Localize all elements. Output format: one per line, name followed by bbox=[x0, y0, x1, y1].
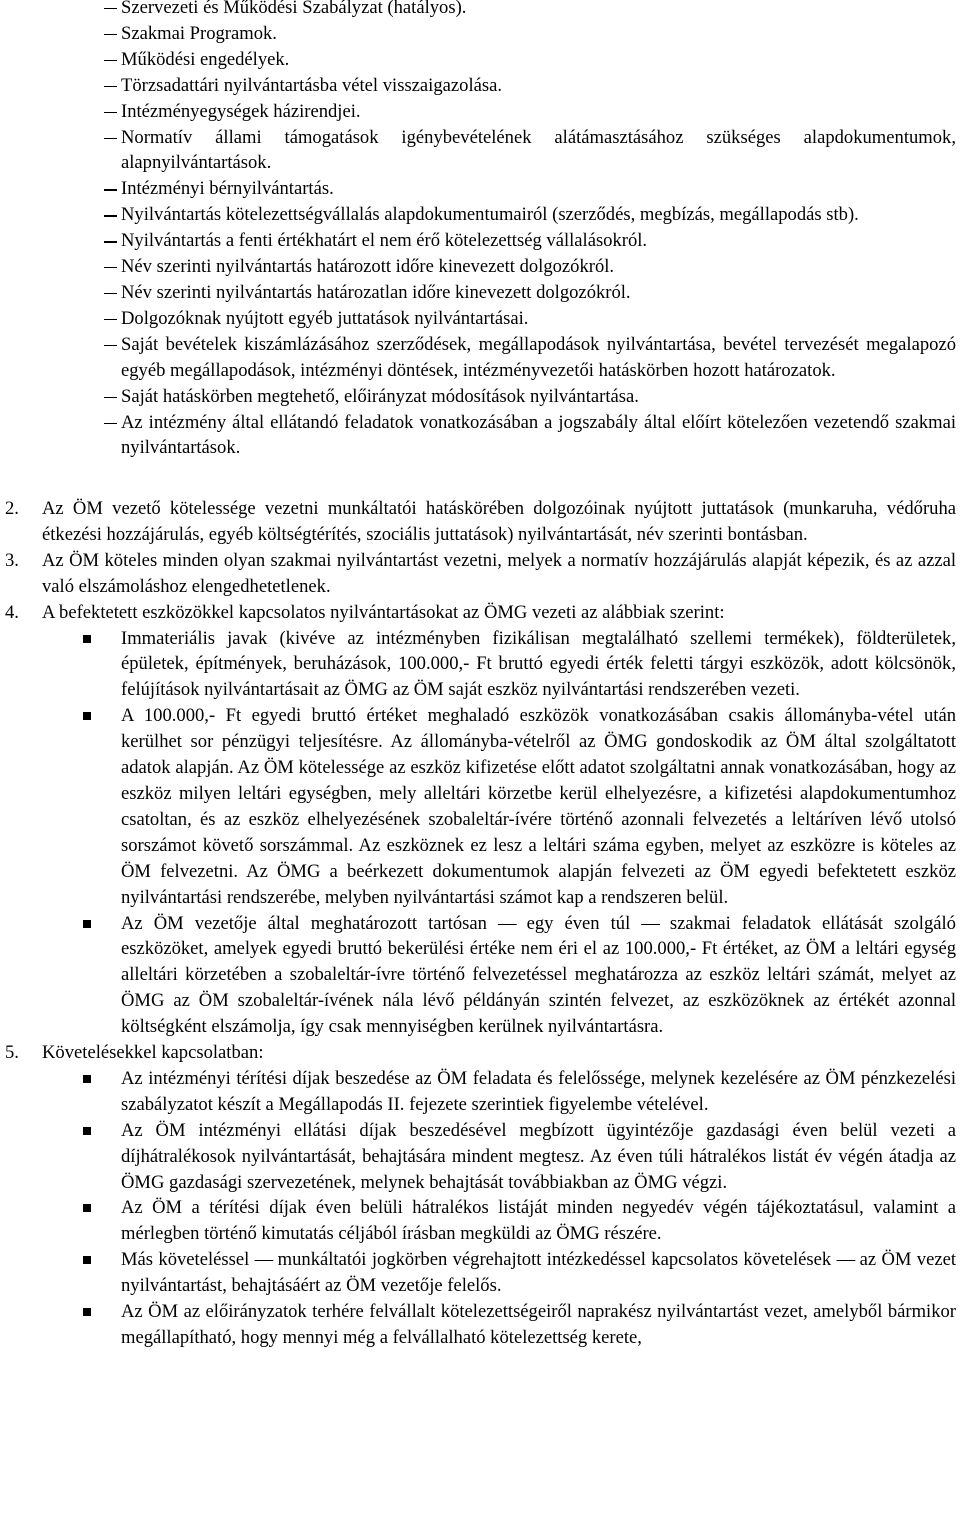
dash-item-text: Intézményegységek házirendjei. bbox=[121, 100, 361, 122]
dash-item bbox=[0, 125, 956, 177]
bullet-text-part: munkáltatói jogkörben végrehajtott intézkedéssel kapcsolatos követelések bbox=[277, 1249, 832, 1271]
item-number: 4. bbox=[5, 601, 19, 623]
square-bullet-icon bbox=[83, 920, 91, 928]
square-bullet-icon bbox=[83, 712, 91, 720]
item-text: Követelésekkel kapcsolatban: bbox=[42, 1042, 264, 1064]
dash-item-text: Dolgozóknak nyújtott egyéb juttatások nyilvántartásai. bbox=[121, 307, 529, 329]
bullet-text: Az ÖM intézményi ellátási díjak beszedésével megbízott ügyintézője gazdasági éven belül vezeti a díjhátralékosok nyilvántartását, behajtására mindent megtesz. Az éven túli hátralékos listát év végén átadja az ÖMG gazdasági szervezetének, melynek behajtását továbbiakban az ÖMG végzi. bbox=[121, 1119, 956, 1193]
item-number: 3. bbox=[5, 549, 19, 571]
dash-item-text: Név szerinti nyilvántartás határozatlan időre kinevezett dolgozókról. bbox=[121, 281, 631, 303]
dash-item-text: Szakmai Programok. bbox=[121, 22, 277, 44]
dash-item-text: Nyilvántartás kötelezettségvállalás alapdokumentumairól (szerződés, megbízás, megállapodás stb). bbox=[121, 204, 859, 226]
bullet-item bbox=[0, 626, 956, 704]
dash-item bbox=[0, 21, 956, 47]
bullet-text-part: Az ÖM vezetője által meghatározott tartósan bbox=[121, 912, 487, 934]
bullet-text: Az intézményi térítési díjak beszedése az ÖM feladata és felelőssége, melynek kezelésére az ÖM pénzkezelési szabályzatot készít a Megállapodás II. fejezete szerintiek figyelembe vételével. bbox=[121, 1067, 956, 1115]
numbered-item-5 bbox=[0, 1040, 956, 1351]
dash-item bbox=[0, 280, 956, 306]
dash-item-text: Saját hatáskörben megtehető, előirányzat módosítások nyilvántartása. bbox=[121, 385, 639, 407]
dash-item-text: Saját bevételek kiszámlázásához szerződések, megállapodások nyilvántartása, bevétel tervezését megalapozó egyéb megállapodások, intézményi döntések, intézményvezetői hatáskörben hozott határozatok. bbox=[121, 333, 956, 381]
bullet-text-part: az ÖM vezet nyilvántartást, behajtásáért az ÖM vezetője felelős. bbox=[121, 1249, 957, 1297]
dash-list bbox=[0, 0, 956, 461]
bullet-item bbox=[0, 1299, 956, 1351]
bullet-text-part: Más követeléssel bbox=[121, 1249, 250, 1271]
dash-item-text: Intézményi bérnyilvántartás. bbox=[121, 178, 334, 200]
item-text: A befektetett eszközökkel kapcsolatos nyilvántartásokat az ÖMG vezeti az alábbiak szerint: bbox=[42, 601, 725, 623]
square-bullet-icon bbox=[83, 1204, 91, 1212]
dash-item-text: Törzsadattári nyilvántartásba vétel visszaigazolása. bbox=[121, 74, 503, 96]
dash-item bbox=[0, 73, 956, 99]
em-dash: — bbox=[254, 1249, 273, 1271]
item-text: Az ÖM köteles minden olyan szakmai nyilvántartást vezetni, melyek a normatív hozzájárulás alapját képezik, és az azzal való elszámoláshoz elengedhetetlenek. bbox=[42, 549, 956, 597]
bullet-item bbox=[0, 1066, 956, 1118]
square-bullet-icon bbox=[83, 1308, 91, 1316]
dash-item bbox=[0, 202, 956, 228]
numbered-list bbox=[0, 496, 956, 1351]
em-dash: — bbox=[497, 912, 516, 934]
square-bullet-icon bbox=[83, 1075, 91, 1083]
bullet-item bbox=[0, 911, 956, 1041]
dash-item-text: Név szerinti nyilvántartás határozott időre kinevezett dolgozókról. bbox=[121, 256, 615, 278]
em-dash: — bbox=[641, 912, 659, 934]
item-number: 5. bbox=[5, 1042, 19, 1064]
dash-item bbox=[0, 332, 956, 384]
dash-item-text: Működési engedélyek. bbox=[121, 48, 290, 70]
numbered-item-3 bbox=[0, 548, 956, 600]
dash-item bbox=[0, 176, 956, 202]
dash-item bbox=[0, 410, 956, 462]
square-bullet-icon bbox=[83, 1127, 91, 1135]
bullet-text: Az ÖM az előirányzatok terhére felvállalt kötelezettségeiről naprakész nyilvántartást vezet, amelyből bármikor megállapítható, hogy mennyi még a felvállalható kötelezettség kerete, bbox=[121, 1301, 956, 1348]
bullet-item bbox=[0, 1195, 956, 1247]
square-bullet-icon bbox=[83, 635, 91, 643]
bullet-text: Immateriális javak (kivéve az intézményben fizikálisan megtalálható szellemi termékek), földterületek, épületek, építmények, beruházások, 100.000,- Ft bruttó egyedi érték feletti tárgyi eszközök, adott kölcsönök, felújítások nyilvántartásait az ÖMG az ÖM saját eszköz nyilvántartási rendszerében vezeti. bbox=[121, 627, 956, 701]
dash-item bbox=[0, 99, 956, 125]
dash-item-text: Normatív állami támogatások igénybevételének alátámasztásához szükséges alapdokumentumok, alapnyilvántartások. bbox=[121, 126, 956, 174]
dash-item-text: Szervezeti és Működési Szabályzat (hatályos). bbox=[121, 0, 467, 18]
bullet-item bbox=[0, 703, 956, 910]
dash-item bbox=[0, 306, 956, 332]
square-bullet-icon bbox=[83, 1256, 91, 1264]
dash-item-text: Nyilvántartás a fenti értékhatárt el nem érő kötelezettség vállalásokról. bbox=[121, 230, 648, 252]
dash-item bbox=[0, 47, 956, 73]
dash-item-text: Az intézmény által ellátandó feladatok vonatkozásában a jogszabály által előírt kötelezően vezetendő szakmai nyilvántartások. bbox=[121, 411, 956, 459]
bullet-text-part: egy éven túl bbox=[526, 912, 631, 934]
dash-item bbox=[0, 384, 956, 410]
dash-item bbox=[0, 228, 956, 254]
numbered-item-4 bbox=[0, 600, 956, 1040]
bullet-text-part: szakmai feladatok ellátását szolgáló eszközöket, amelyek egyedi bruttó bekerülési értéke nem éri el az 100.000,- Ft értéket, az ÖM a leltári egység alleltári körzetében a szobaleltár-ívre történő felvezetéssel meghatározza az eszköz leltári számát, melyet az ÖMG az ÖM szobaleltár-ívének nála lévő példányán szintén felvezet, az eszközöknek az értékét azonnal költségként elszámolja, így csak mennyiségben kerülnek nyilvántartásra. bbox=[121, 912, 956, 1038]
numbered-item-2 bbox=[0, 496, 956, 548]
dash-item bbox=[0, 0, 956, 21]
bullet-item bbox=[0, 1247, 956, 1299]
item-number: 2. bbox=[5, 498, 19, 519]
bullet-text: A 100.000,- Ft egyedi bruttó értéket meghaladó eszközök vonatkozásában csakis állományba-vétel után kerülhet sor pénzügyi teljesítésre. Az állományba-vételről az ÖMG gondoskodik az ÖM által szolgáltatott adatok alapján. Az ÖM kötelessége az eszköz kifizetése előtt adatot szolgáltatni annak vonatkozásában, hogy az eszköz milyen leltári egységben, mely alleltári körzetbe kerül elhelyezésre, a kifizetési alapdokumentumhoz csatoltan, és az eszköz elhelyezésének szobaleltár-ívére történő azonnali felvezetés a leltáríven lévő utolsó sorszámot követő sorszámmal. Az eszköznek ez lesz a leltári száma egyben, melyet az eszközre is köteles az ÖM felvezetni. Az ÖMG a beérkezett dokumentumok alapján felvezeti az ÖM egyedi befektetett eszköz nyilvántartási rendszerébe, melyben nyilvántartási számot kap a rendszeren belül. bbox=[121, 705, 956, 908]
em-dash: — bbox=[836, 1249, 855, 1271]
bullet-text: Az ÖM a térítési díjak éven belüli hátralékos listáját minden negyedév végén tájékoztatásul, valamint a mérlegben történő kimutatás céljából írásban megküldi az ÖMG részére. bbox=[121, 1197, 956, 1245]
bullet-item bbox=[0, 1118, 956, 1196]
dash-item bbox=[0, 254, 956, 280]
item-text: Az ÖM vezető kötelessége vezetni munkáltatói hatáskörében dolgozóinak nyújtott juttatások (munkaruha, védőruha étkezési hozzájárulás, egyéb költségtérítés, szociális juttatások) nyilvántartását, név szerinti bontásban. bbox=[42, 498, 956, 545]
